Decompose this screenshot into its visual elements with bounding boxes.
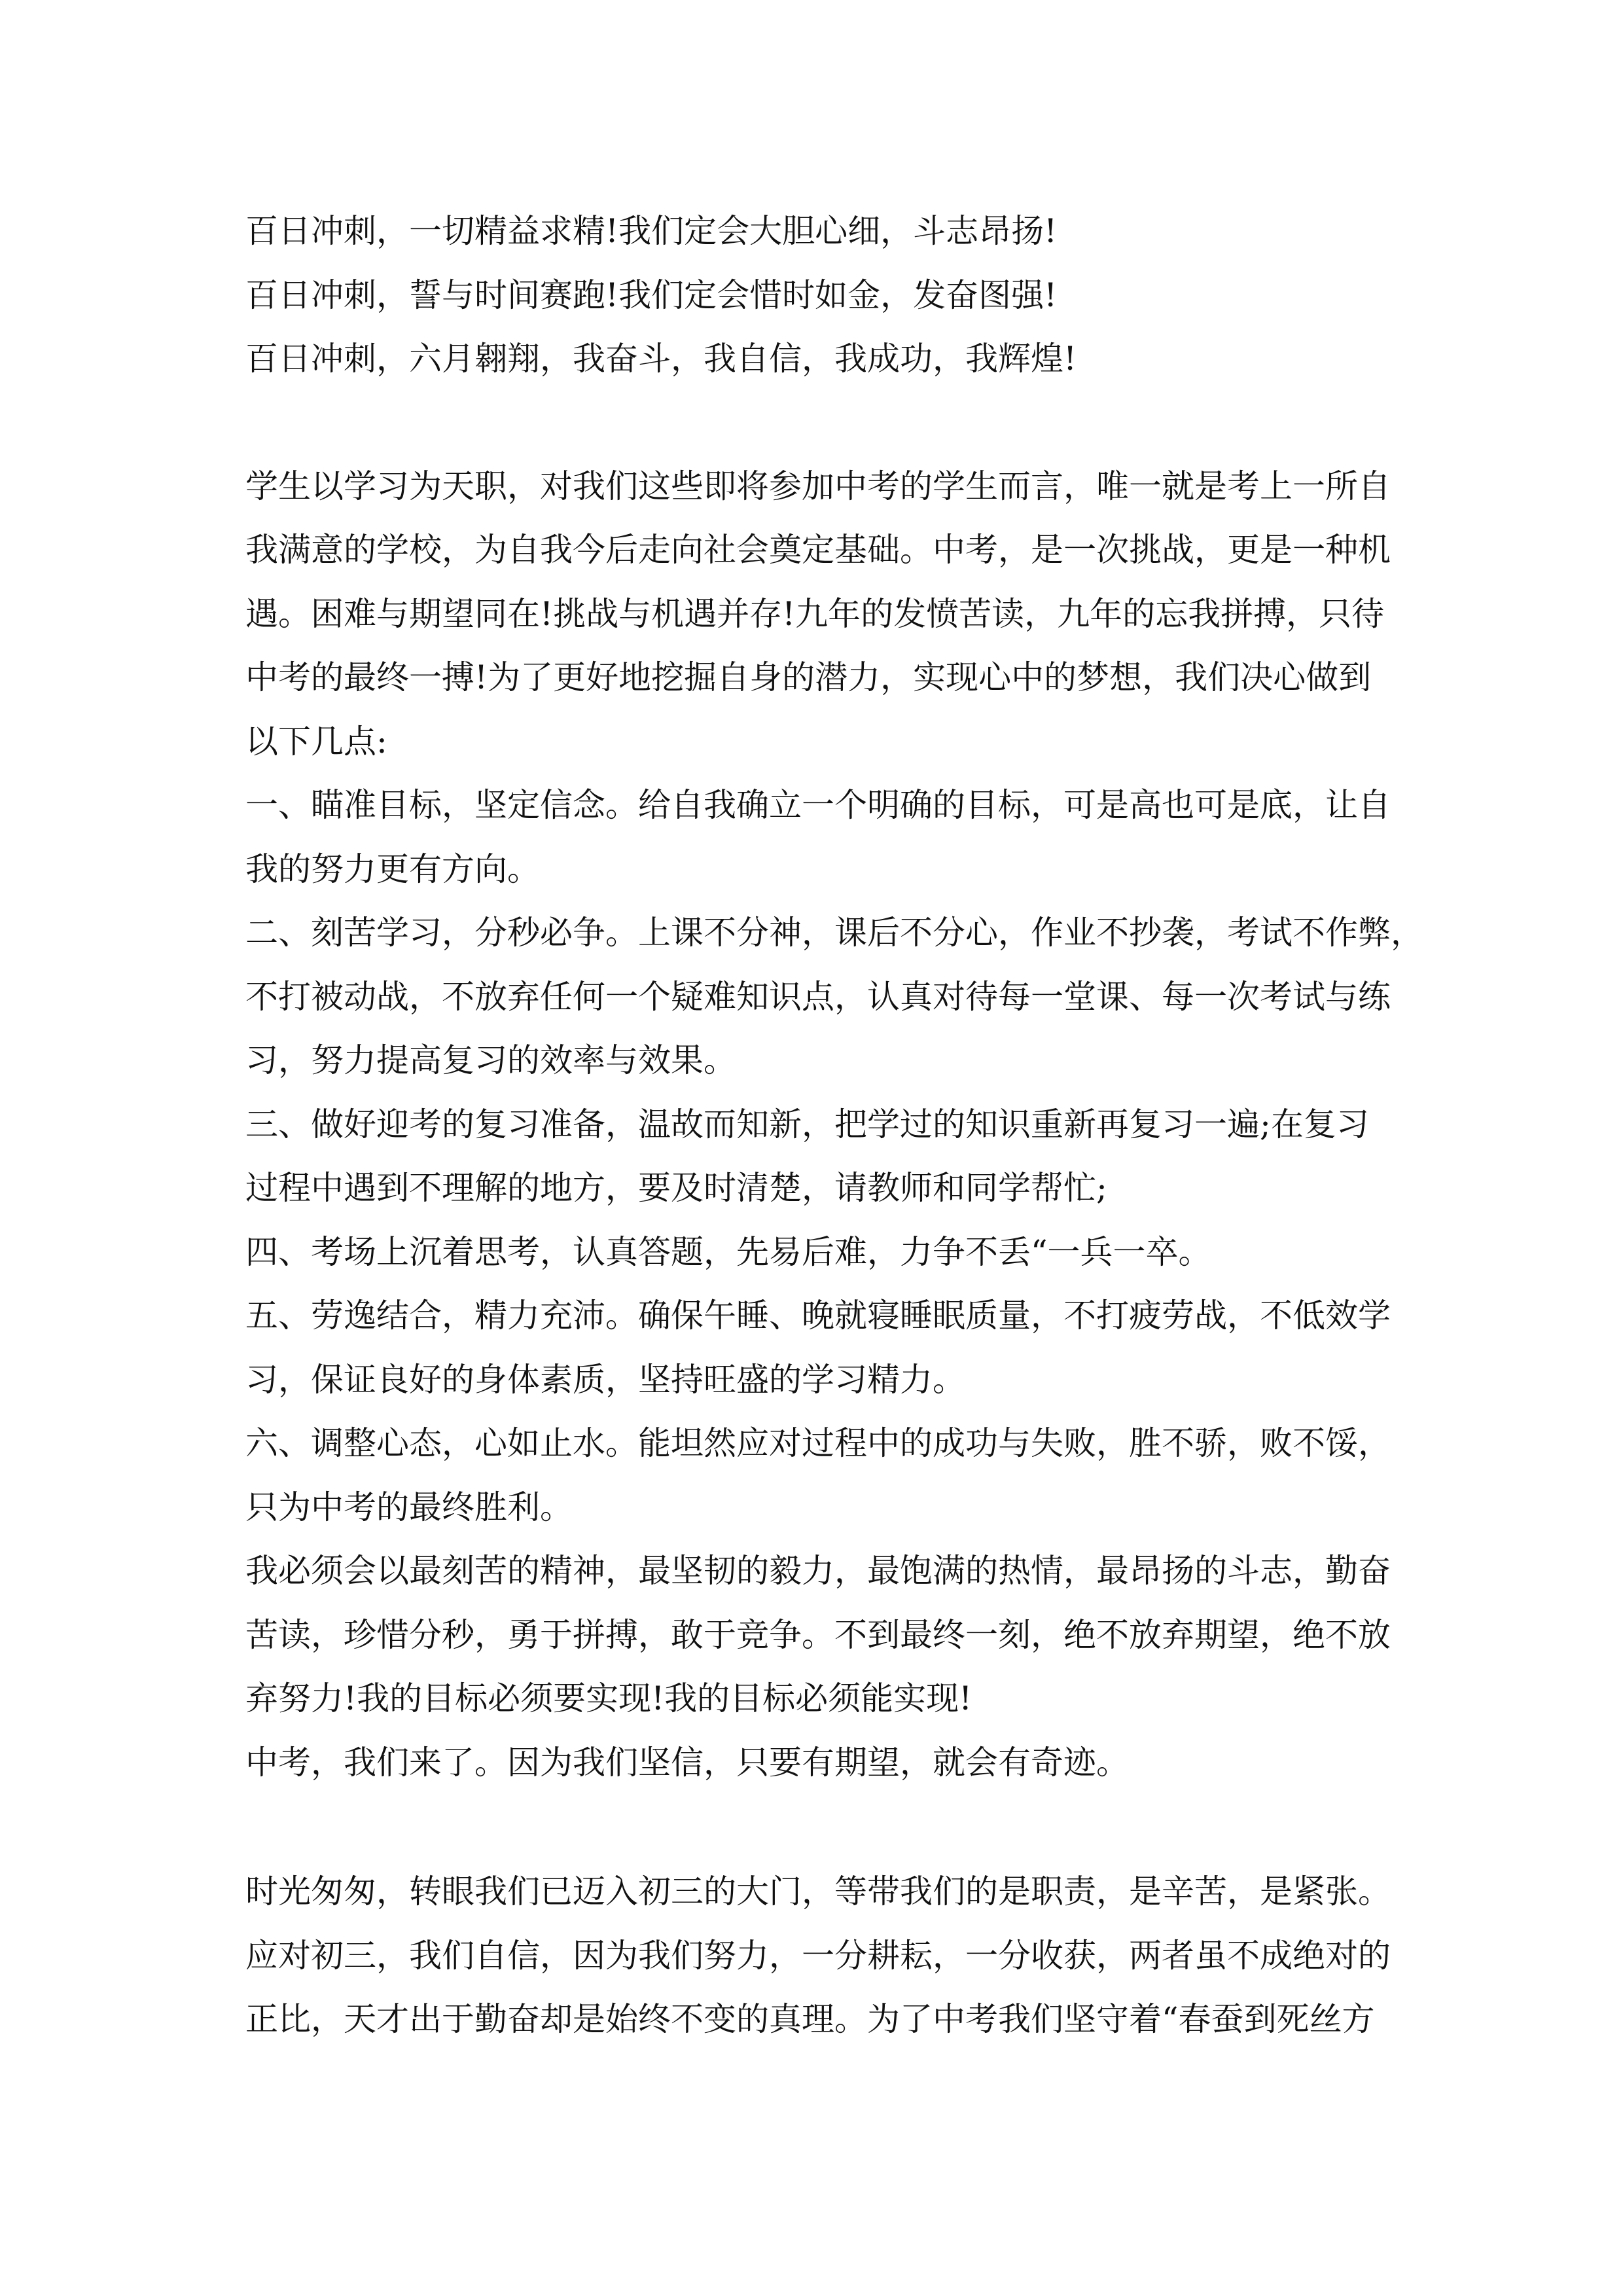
text-line: 应对初三，我们自信，因为我们努力，一分耕耘，一分收获，两者虽不成绝对的 <box>245 1936 1391 1975</box>
slogan-line: 百日冲刺，誓与时间赛跑!我们定会惜时如金，发奋图强! <box>245 276 1058 314</box>
text-line: 我的努力更有方向。 <box>245 850 540 888</box>
essay-one <box>245 455 1423 1795</box>
text-line: 四、考场上沉着思考，认真答题，先易后难，力争不丢“一兵一卒。 <box>245 1232 1211 1271</box>
text-line: 以下几点: <box>245 722 387 761</box>
text-line: 五、劳逸结合，精力充沛。确保午睡、晚就寝睡眠质量，不打疲劳战，不低效学 <box>245 1297 1391 1335</box>
text-line: 中考，我们来了。因为我们坚信，只要有期望，就会有奇迹。 <box>245 1743 1129 1782</box>
slogans-block <box>245 200 1397 391</box>
document-page <box>245 200 1423 2052</box>
essay-two <box>245 1860 1397 2052</box>
text-line: 弃努力!我的目标必须要实现!我的目标必须能实现! <box>245 1679 972 1717</box>
text-line: 遇。困难与期望同在!挑战与机遇并存!九年的发愤苦读，九年的忘我拼搏，只待 <box>245 594 1385 633</box>
text-line: 二、刻苦学习，分秒必争。上课不分神，课后不分心，作业不抄袭，考试不作弊， <box>245 914 1423 952</box>
text-line: 不打被动战，不放弃任何一个疑难知识点，认真对待每一堂课、每一次考试与练 <box>245 977 1391 1016</box>
text-line: 中考的最终一搏!为了更好地挖掘自身的潜力，实现心中的梦想，我们决心做到 <box>245 658 1372 696</box>
text-line: 习，保证良好的身体素质，坚持旺盛的学习精力。 <box>245 1360 965 1399</box>
slogan-line: 百日冲刺，一切精益求精!我们定会大胆心细，斗志昂扬! <box>245 212 1058 250</box>
text-line: 正比，天才出于勤奋却是始终不变的真理。为了中考我们坚守着“春蚕到死丝方 <box>245 2000 1375 2038</box>
paragraph-gap <box>245 391 1397 455</box>
slogan-line: 百日冲刺，六月翱翔，我奋斗，我自信，我成功，我辉煌! <box>245 340 1077 378</box>
paragraph-gap <box>245 1795 1397 1860</box>
text-line: 学生以学习为天职，对我们这些即将参加中考的学生而言，唯一就是考上一所自 <box>245 467 1391 505</box>
text-line: 苦读，珍惜分秒，勇于拼搏，敢于竞争。不到最终一刻，绝不放弃期望，绝不放 <box>245 1615 1391 1654</box>
text-line: 三、做好迎考的复习准备，温故而知新，把学过的知识重新再复习一遍;在复习 <box>245 1105 1369 1143</box>
text-line: 过程中遇到不理解的地方，要及时清楚，请教师和同学帮忙; <box>245 1169 1107 1207</box>
text-line: 只为中考的最终胜利。 <box>245 1488 573 1526</box>
text-line: 我必须会以最刻苦的精神，最坚韧的毅力，最饱满的热情，最昂扬的斗志，勤奋 <box>245 1552 1391 1590</box>
text-line: 一、瞄准目标，坚定信念。给自我确立一个明确的目标，可是高也可是底，让自 <box>245 786 1391 824</box>
text-line: 时光匆匆，转眼我们已迈入初三的大门，等带我们的是职责，是辛苦，是紧张。 <box>245 1873 1391 1910</box>
text-line: 习，努力提高复习的效率与效果。 <box>245 1041 736 1079</box>
text-line: 六、调整心态，心如止水。能坦然应对过程中的成功与失败，胜不骄，败不馁， <box>245 1424 1391 1462</box>
text-line: 我满意的学校，为自我今后走向社会奠定基础。中考，是一次挑战，更是一种机 <box>245 531 1391 569</box>
